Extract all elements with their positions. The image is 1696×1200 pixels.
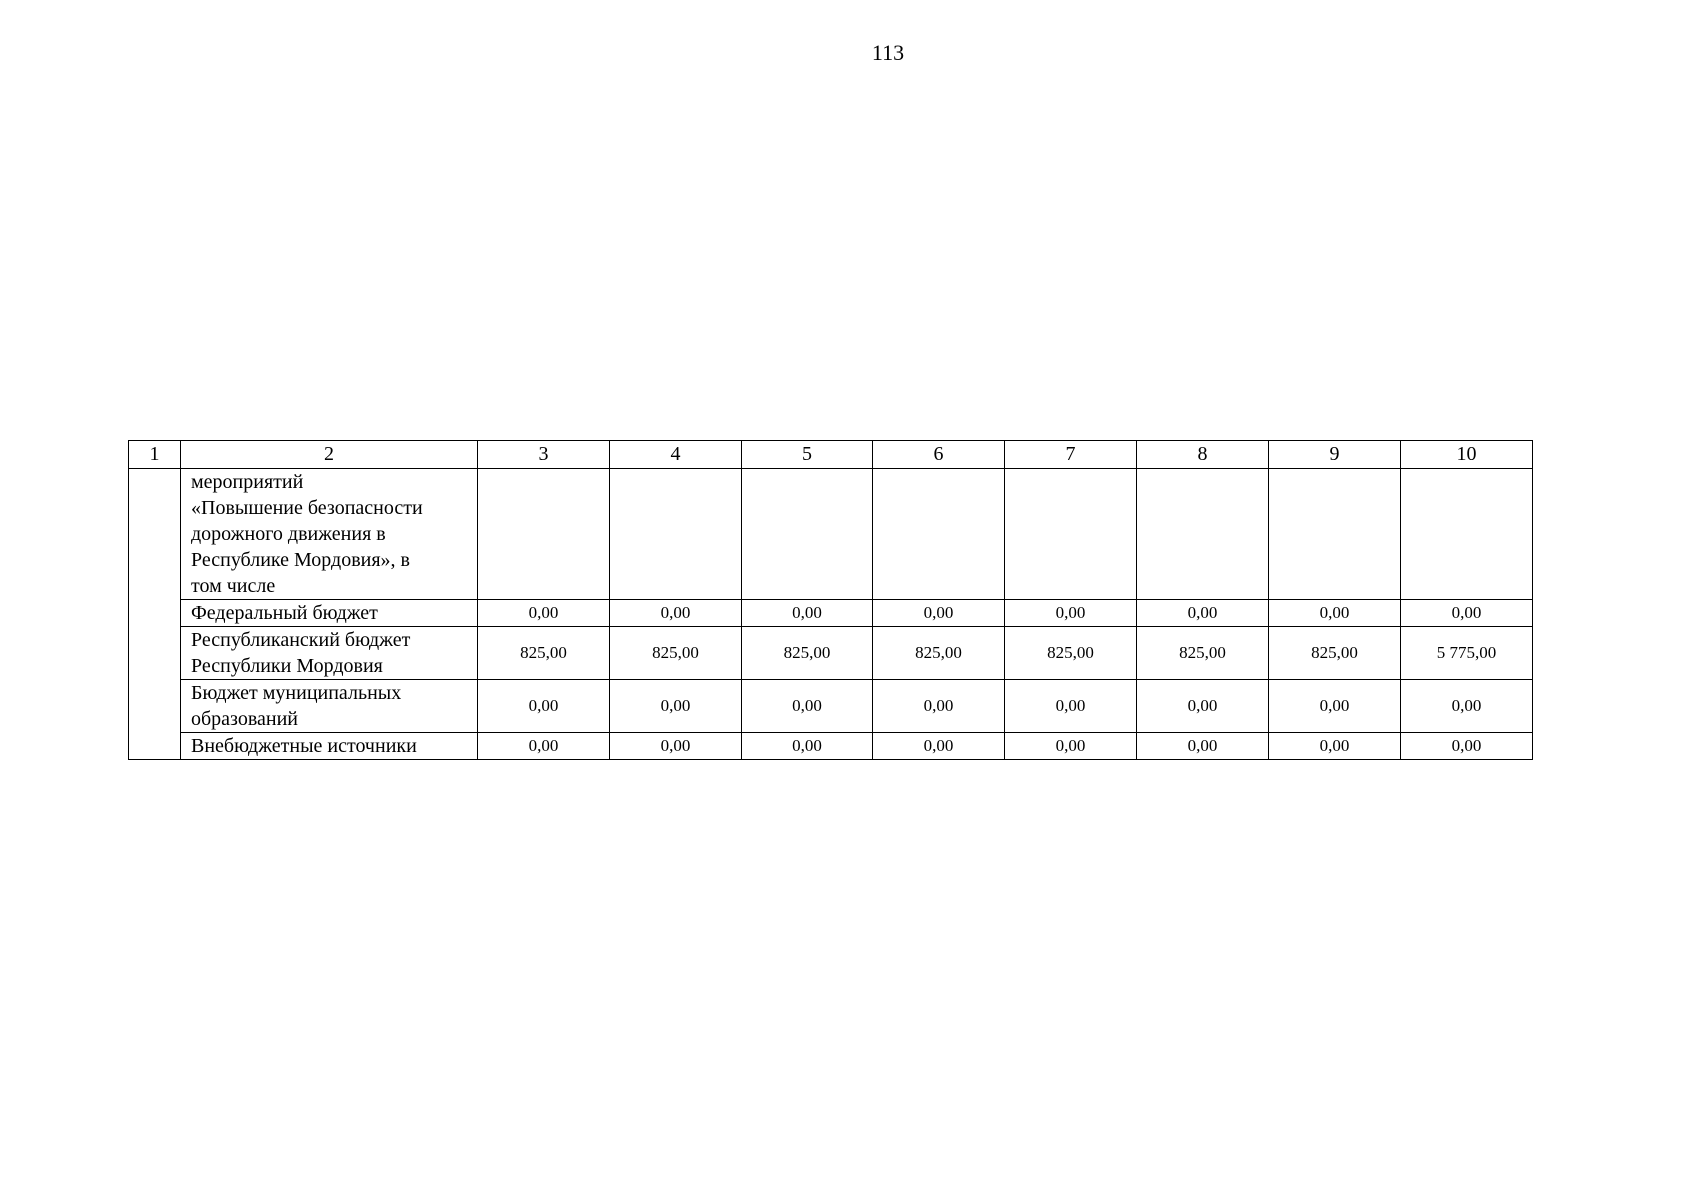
row-number-cell <box>129 469 181 760</box>
table-row-municipal-budget <box>129 680 1533 733</box>
empty-cell <box>1005 469 1137 600</box>
label-line: мероприятий <box>191 471 304 493</box>
value-cell: 0,00 <box>1401 600 1533 627</box>
page-number: 113 <box>871 40 905 65</box>
value-cell: 0,00 <box>1401 733 1533 760</box>
row-label <box>181 600 478 627</box>
value-cell: 0,00 <box>873 733 1005 760</box>
value-cell: 0,00 <box>1137 733 1269 760</box>
value-cell: 0,00 <box>742 680 873 733</box>
row-label <box>181 680 478 733</box>
value-cell: 0,00 <box>478 733 610 760</box>
value-cell: 0,00 <box>610 680 742 733</box>
table-row-republican-budget <box>129 627 1533 680</box>
value-cell: 0,00 <box>1269 680 1401 733</box>
label-line: Федеральный бюджет <box>191 602 378 624</box>
label-line: образований <box>191 708 299 730</box>
column-header-4: 4 <box>610 441 742 469</box>
header-row <box>129 441 1533 469</box>
value-cell: 0,00 <box>478 680 610 733</box>
value-cell: 0,00 <box>1137 600 1269 627</box>
value-cell: 825,00 <box>1269 627 1401 680</box>
label-line: Республики Мордовия <box>191 655 383 677</box>
value-cell: 0,00 <box>610 600 742 627</box>
label-line: Бюджет муниципальных <box>191 682 402 704</box>
label-line: Республиканский бюджет <box>191 629 411 651</box>
empty-cell <box>742 469 873 600</box>
value-cell: 0,00 <box>1269 733 1401 760</box>
empty-cell <box>873 469 1005 600</box>
value-cell: 825,00 <box>1137 627 1269 680</box>
column-header-1: 1 <box>129 441 181 469</box>
value-cell: 825,00 <box>1005 627 1137 680</box>
row-label-title <box>181 469 478 600</box>
table-row-extrabudgetary <box>129 733 1533 760</box>
value-cell: 0,00 <box>742 600 873 627</box>
table-row-title <box>129 469 1533 600</box>
value-cell: 0,00 <box>478 600 610 627</box>
value-cell: 825,00 <box>610 627 742 680</box>
table-row-federal-budget <box>129 600 1533 627</box>
label-line: «Повышение безопасности <box>191 497 423 519</box>
column-header-8: 8 <box>1137 441 1269 469</box>
column-header-6: 6 <box>873 441 1005 469</box>
value-cell: 0,00 <box>1005 733 1137 760</box>
label-line: Внебюджетные источники <box>191 735 417 757</box>
column-header-5: 5 <box>742 441 873 469</box>
label-line: дорожного движения в <box>191 523 386 545</box>
empty-cell <box>1137 469 1269 600</box>
value-cell: 825,00 <box>478 627 610 680</box>
empty-cell <box>1269 469 1401 600</box>
label-line: том числе <box>191 575 276 597</box>
value-cell: 0,00 <box>873 600 1005 627</box>
empty-cell <box>478 469 610 600</box>
row-label <box>181 627 478 680</box>
empty-cell <box>1401 469 1533 600</box>
value-cell: 0,00 <box>1005 680 1137 733</box>
value-cell: 5 775,00 <box>1401 627 1533 680</box>
value-cell: 0,00 <box>1137 680 1269 733</box>
value-cell: 825,00 <box>742 627 873 680</box>
value-cell: 0,00 <box>742 733 873 760</box>
column-header-2: 2 <box>181 441 478 469</box>
column-header-3: 3 <box>478 441 610 469</box>
value-cell: 0,00 <box>1401 680 1533 733</box>
column-header-10: 10 <box>1401 441 1533 469</box>
value-cell: 0,00 <box>1005 600 1137 627</box>
value-cell: 0,00 <box>1269 600 1401 627</box>
label-line: Республике Мордовия», в <box>191 549 410 571</box>
column-header-9: 9 <box>1269 441 1401 469</box>
column-header-7: 7 <box>1005 441 1137 469</box>
row-label <box>181 733 478 760</box>
budget-table <box>128 440 1533 760</box>
value-cell: 0,00 <box>873 680 1005 733</box>
value-cell: 825,00 <box>873 627 1005 680</box>
empty-cell <box>610 469 742 600</box>
value-cell: 0,00 <box>610 733 742 760</box>
